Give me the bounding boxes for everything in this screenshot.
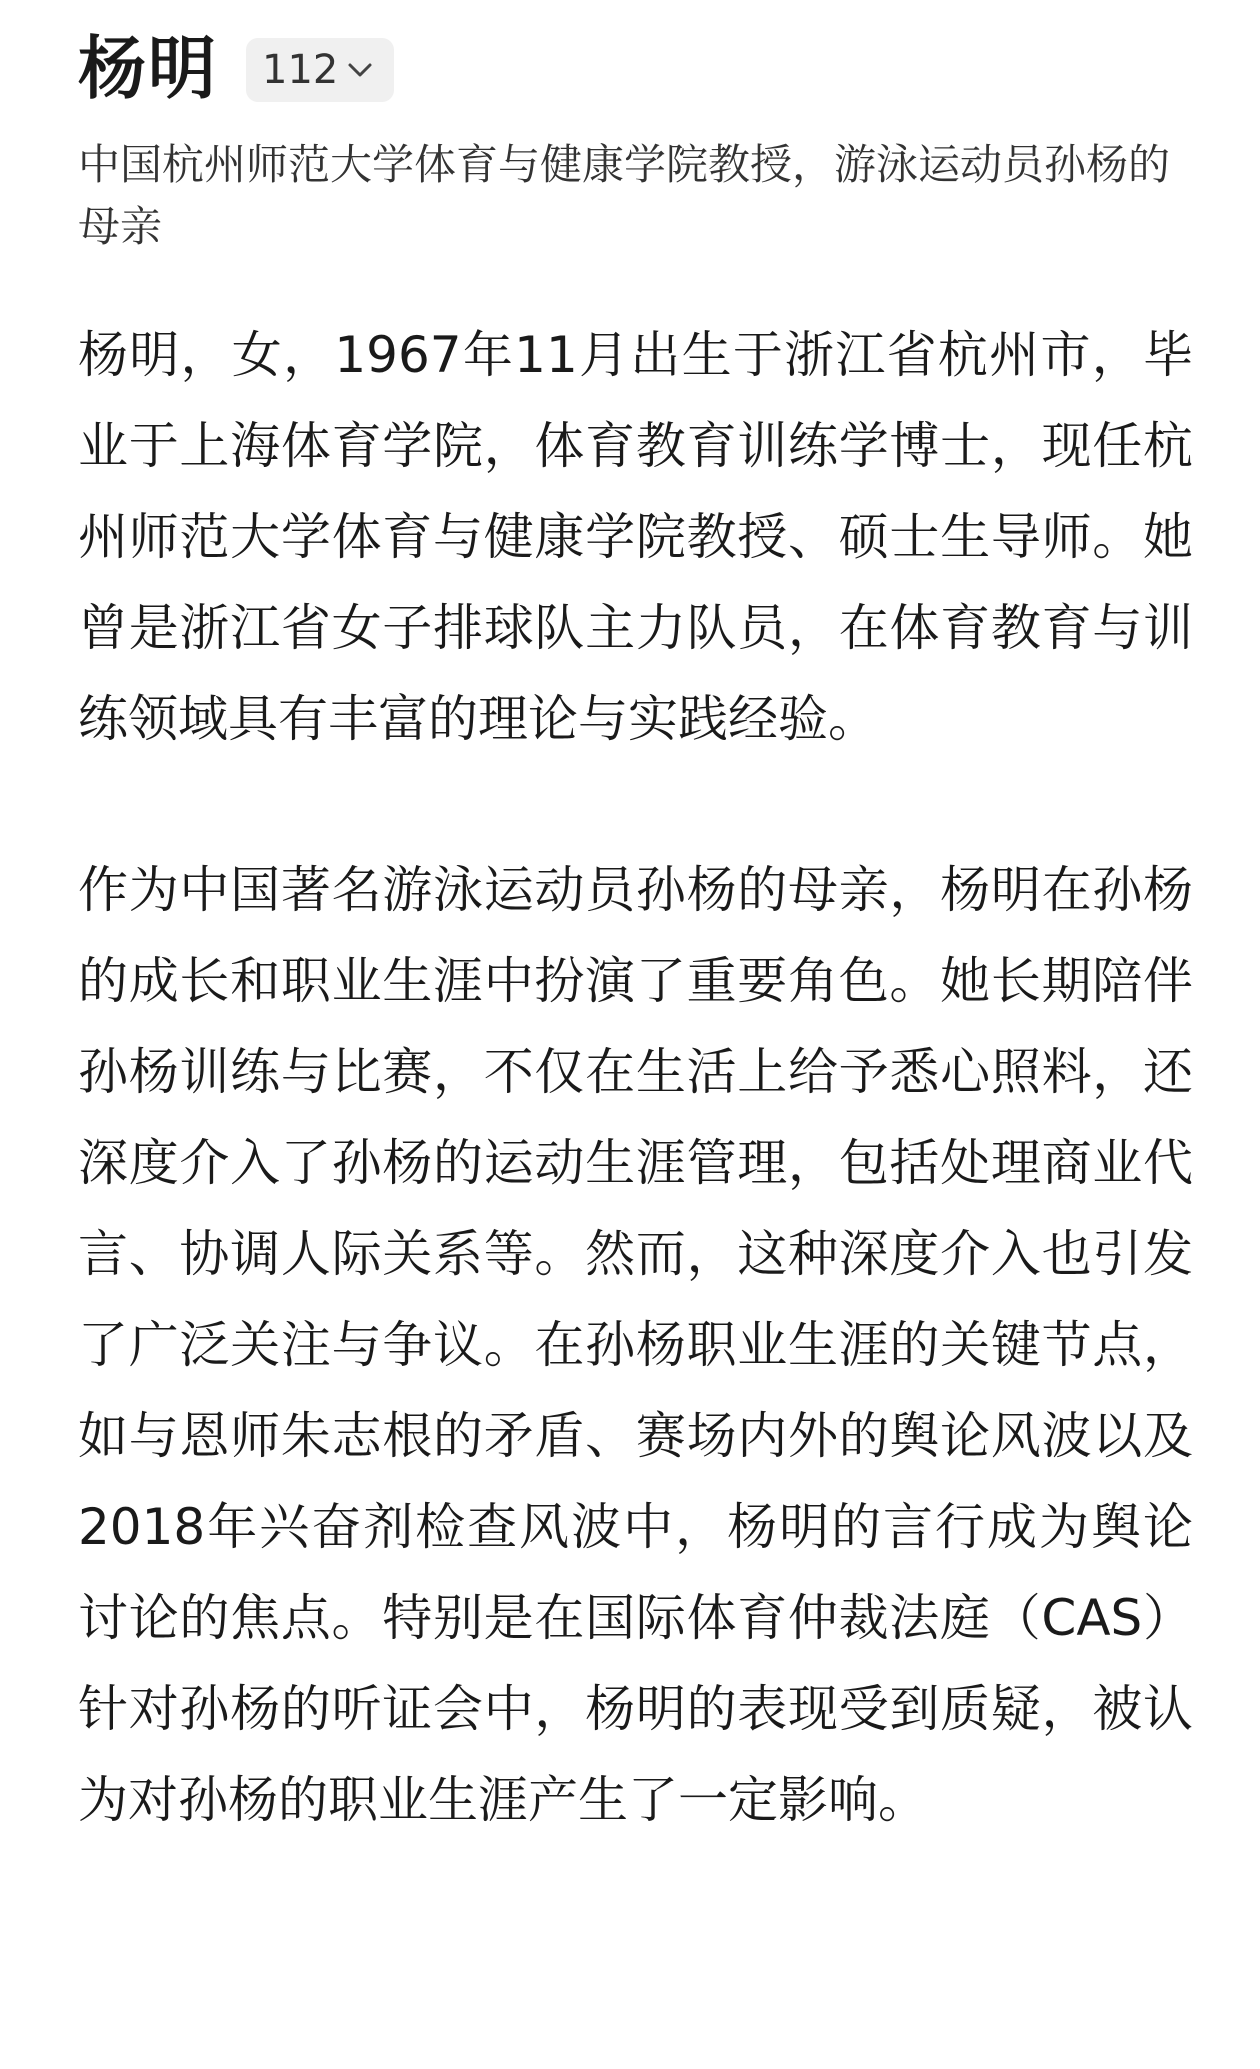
version-count: 112 xyxy=(262,47,339,93)
page-title: 杨明 xyxy=(78,30,219,109)
entry-header xyxy=(78,0,1193,140)
chevron-down-icon xyxy=(344,54,376,86)
body-paragraph: 作为中国著名游泳运动员孙杨的母亲，杨明在孙杨的成长和职业生涯中扮演了重要角色。她长期陪伴孙杨训练与比赛，不仅在生活上给予悉心照料，还深度介入了孙杨的运动生涯管理，包括处理商业代言、协调人际关系等。然而，这种深度介入也引发了广泛关注与争议。在孙杨职业生涯的关键节点，如与恩师朱志根的矛盾、赛场内外的舆论风波以及2018年兴奋剂检查风波中，杨明的言行成为舆论讨论的焦点。特别是在国际体育仲裁法庭（CAS）针对孙杨的听证会中，杨明的表现受到质疑，被认为对孙杨的职业生涯产生了一定影响。 xyxy=(78,861,1193,1829)
entry-subtitle: 中国杭州师范大学体育与健康学院教授，游泳运动员孙杨的母亲 xyxy=(78,140,1171,251)
entry-page xyxy=(78,0,1193,1846)
version-count-dropdown[interactable] xyxy=(246,38,394,102)
entry-body xyxy=(78,310,1193,1846)
body-paragraph: 杨明，女，1967年11月出生于浙江省杭州市，毕业于上海体育学院，体育教育训练学博士，现任杭州师范大学体育与健康学院教授、硕士生导师。她曾是浙江省女子排球队主力队员，在体育教育与训练领域具有丰富的理论与实践经验。 xyxy=(78,326,1193,748)
